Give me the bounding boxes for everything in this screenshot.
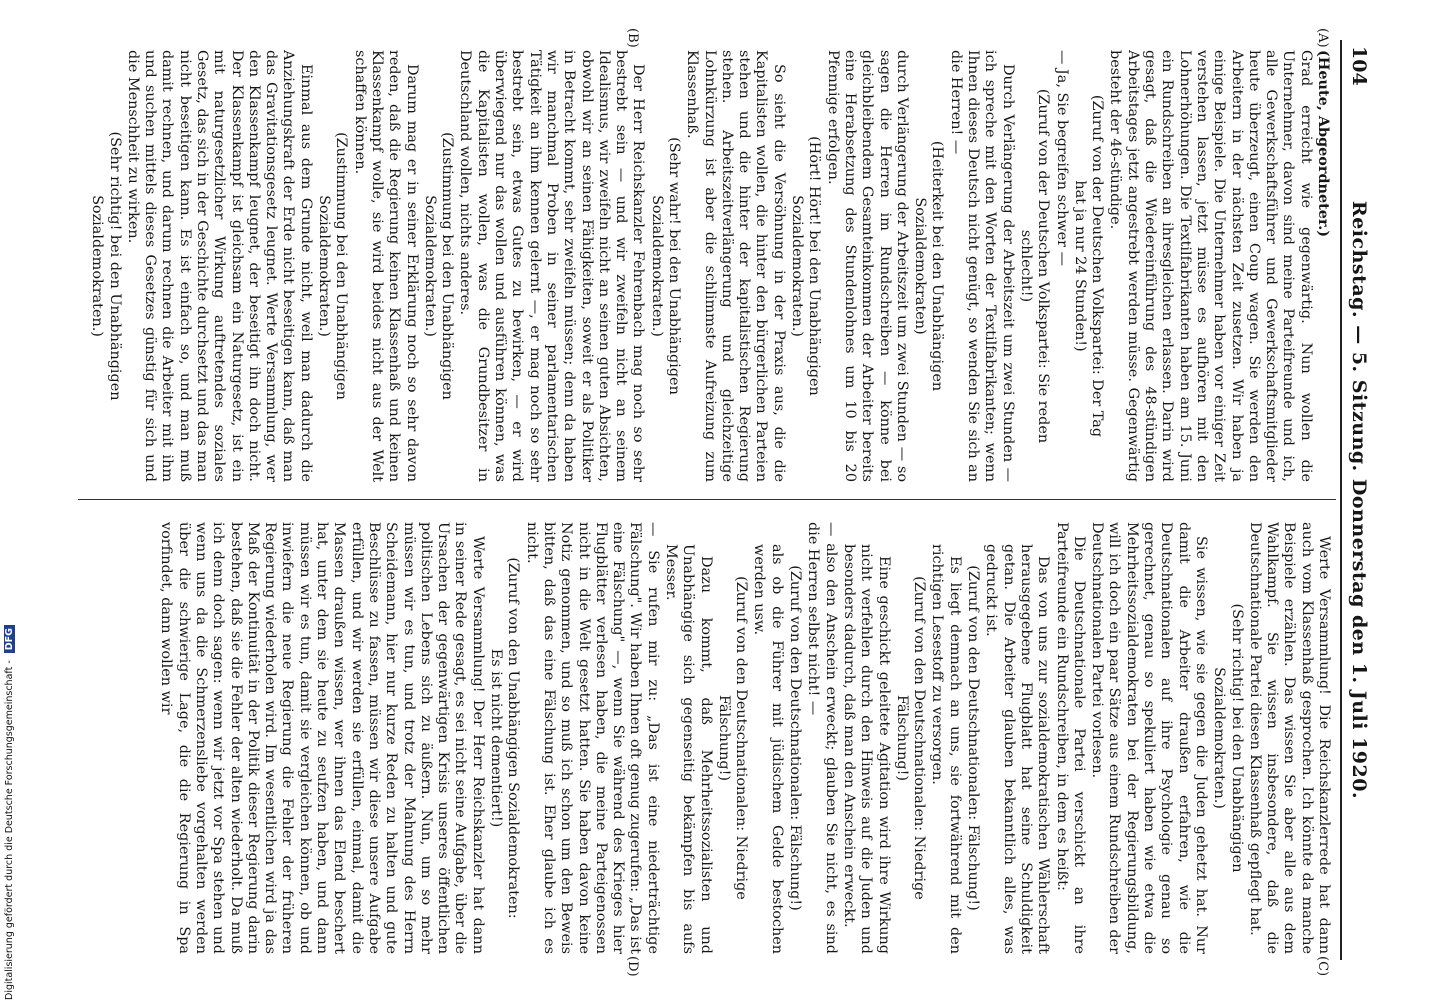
- interjection: (Zuruf von der Deutschen Volkspartei: Sie reden schlecht!): [1017, 88, 1052, 444]
- interjection: (Sehr richtig! bei den Unabhängigen Sozialdemokraten.): [1211, 603, 1245, 873]
- paragraph: Die Deutschnationale Partei verschickt an ihre Parteifreunde ein Rundschreiben, in dem es heißt:: [1053, 522, 1087, 954]
- paragraph: (Heute, Abgeordneter.): [1315, 50, 1332, 238]
- interjection: (Zuruf von den Deutschnationalen: Fälschung!): [965, 565, 982, 911]
- interjection: (Zustimmung bei den Unabhängigen Sozialdemokraten.): [421, 132, 456, 400]
- margin-mark-c: (C): [1315, 956, 1330, 977]
- interjection: (Sehr wahr! bei den Unabhängigen Sozialdemokraten.): [648, 137, 683, 395]
- paragraph: Darum mag er in seiner Erklärung noch so sehr davon reden, daß die Regierung keinen Klassenhaß und keinen Klassenkampf wolle, sie wird beides nicht aus der Welt schaffen können.: [351, 50, 420, 482]
- paragraph: Sie wissen, wie sie gegen die Juden gehetzt hat. Nur damit die Arbeiter draußen erfahren, wie die Deutschnationalen auf ihre Psychologie genau so gerechnet, genau so spekuliert haben wie etwa die Mehrheitssozialdemokraten bei der Regierungsbildung, will ich doch ein paar Sätze aus einem Rundschreiben der Deutschnationalen Partei vorlesen.: [1089, 522, 1209, 954]
- quoted-paragraph: als ob die Führer mit jüdischem Gelde bestochen werden usw.: [751, 544, 785, 954]
- quoted-paragraph: Das von uns zur sozialdemokratischen Wählerschaft herausgegebene Flugblatt hat seine Schuldigkeit getan. Die Arbeiter glauben bekanntlich alles, was gedruckt ist.: [983, 544, 1052, 954]
- paragraph: Werte Versammlung! Der Herr Reichskanzler hat dann in seiner Rede gesagt, es sei nicht seine Aufgabe, über die Ursachen der gegenwärtigen Krisis unseres öffentlichen politischen Lebens sich zu äußern. Nun, um so mehr müssen wir es tun, und trotz der Mahnung des Herrn Scheidemann, hier nur kurze Reden zu halten und gute Beschlüsse zu fassen, müssen wir diese unsere Aufgabe erfüllen, und wir werden sie erfüllen, einmal, damit die Massen draußen wissen, wer ihnen das Elend beschert hat, unter dem sie heute zu seufzen haben, und dann müssen wir es tun, damit sie vergleichen können, ob und inwiefern die neue Regierung die Fehler der früheren Regierung wiederholen wird. Im wesentlichen wird ja das Maß der Kontinuität in der Politik dieser Regierung darin bestehen, daß sie die Fehler der alten wiederholt. Da muß ich denn doch sagen: wenn wir jetzt vor Spa stehen und wenn uns da die Schmerzensliebe vorgehalten werden über die schwierige Lage, die die Regierung in Spa vorfindet, dann wollen wir: [158, 522, 486, 954]
- footer-text: Digitalisierung gefördert durch die Deutsche Forschungsgemeinschaft -: [4, 660, 15, 1000]
- rotated-page: [52, 20, 1382, 980]
- digitization-footer: [4, 480, 18, 1000]
- page-title: Reichstag. — 5. Sitzung. Donnerstag den 1. Juli 1920.: [1348, 200, 1370, 800]
- paragraph: Durch Verlängerung der Arbeitszeit um zwei Stunden — ich spreche mit den Worten der Textilfabrikanten; wenn Ihnen dieses Deutsch nicht genügt, so wenden Sie sich an die Herren! —: [947, 50, 1016, 482]
- paragraph: — Sie rufen mir zu: „Das ist eine niederträchtige Fälschung". Wir haben Ihnen oft genug zugerufen: „Das ist eine Fälschung" —, wenn Sie während des Krieges hier Flugblätter verlesen haben, die meine Parteigenossen nicht in die Welt gesetzt hatten. Sie haben davon keine Notiz genommen, und so muß ich schon um den Beweis bitten, daß das eine Fälschung ist. Eher glaube ich es nicht.: [523, 522, 661, 954]
- interjection: (Zustimmung bei den Unabhängigen Sozialdemokraten.): [316, 132, 350, 400]
- paragraph: Einmal aus dem Grunde nicht, weil man dadurch die Anziehungskraft der Erde nicht beseitigen kann, daß man das Gravitationsgesetz leugnet. Werte Versammlung, wer den Klassenkampf leugnet, der beseitigt ihn doch nicht. Der Klassenkampf ist gleichsam ein Naturgesetz, ist ein mit naturgesetzlicher Wirkung auftretendes soziales Gesetz, das sich in der Geschichte durchsetzt und das man nicht beseitigen kann. Es ist einfach so, und man muß damit rechnen, und darum rechnen die Arbeiter mit ihm und suchen mittels dieses Gesetzes günstig für sich und die Menschheit zu wirken.: [124, 50, 314, 482]
- left-column: [82, 50, 1332, 482]
- paragraph: Der Herr Reichskanzler Fehrenbach mag noch so sehr bestrebt sein — und wir zweifeln nicht an seinem Idealismus, wir zweifeln nicht an seinen guten Absichten, obwohl wir an seinen Fähigkeiten, soweit er als Politiker in Betracht kommt, sehr zweifeln müssen; denn da haben wir manchmal Proben in seiner parlamentarischen Tätigkeit an ihm kennen gelernt —, er mag noch so sehr bestrebt sein, etwas Gutes zu bewirken, — er wird überwiegend nur das wollen und ausführen können, was die Kapitalisten wollen, was die Grundbesitzer in Deutschland wollen, nichts anderes.: [457, 50, 647, 482]
- interjection: (Sehr richtig! bei den Unabhängigen Sozialdemokraten.): [89, 131, 123, 401]
- margin-mark-b: (B): [625, 28, 640, 48]
- paragraph: — also den Anschein erweckt; glauben Sie nicht, es sind die Herren selbst nicht! —: [805, 522, 839, 954]
- paragraph: — Ja, Sie begreifen schwer —: [1053, 50, 1070, 267]
- margin-mark-a: (A): [1315, 28, 1330, 48]
- paragraph: Grad erreicht wie gegenwärtig. Nun wollen die Unternehmer, davon sind meine Parteifreunde und ich, alle Gewerkschaftsführer und Gewerkschaftsmitglieder heute überzeugt, einen Coup wagen. Sie werden den Arbeitern in der nächsten Zeit zusetzen. Wir haben ja einige Beispiele. Die Unternehmer haben vor einiger Zeit verstehen lassen, jetzt müsse es aufhören mit den Lohnerhöhungen. Die Textilfabrikanten haben am 15. Juni ein Rundschreiben an ihresgleichen erlassen. Darin wird gesagt, daß die Wiedereinführung des 48-stündigen Arbeitstages jetzt angestrebt werden müsse. Gegenwärtig besteht der 46-stündige.: [1107, 50, 1314, 482]
- quoted-paragraph: Es liegt demnach an uns, sie fortwährend mit den richtigen Lesestoff zu versorgen.: [929, 544, 963, 954]
- page-header: [1340, 40, 1374, 960]
- paragraph: So sieht die Versöhnung in der Praxis aus, die die Kapitalisten wollen, die hinter den bürgerlichen Parteien stehen und die hinter der kapitalistischen Regierung stehen. Arbeitszeitverlängerung und gleichzeitige Lohnkürzung ist aber die schlimmste Aufreizung zum Klassenhaß.: [684, 50, 787, 482]
- interjection: (Zuruf von den Deutschnationalen: Fälschung!): [787, 565, 804, 911]
- interjection: (Hört! Hört! bei den Unabhängigen Sozialdemokraten.): [789, 136, 823, 396]
- column-divider: [78, 499, 1336, 500]
- margin-mark-d: (D): [625, 956, 640, 977]
- quoted-paragraph: Dazu kommt, daß Mehrheitssozialisten und Unabhängige sich gegenseitig bekämpfen bis aufs Messer.: [663, 544, 714, 954]
- interjection: (Zuruf von den Deutschnationalen: Niedrige Fälschung!): [715, 576, 750, 900]
- dfg-logo: DFG: [4, 625, 15, 653]
- right-column: [82, 522, 1332, 954]
- page-number: 104: [1348, 46, 1370, 86]
- interjection: (Heiterkeit bei den Unabhängigen Sozialdemokraten): [912, 140, 946, 392]
- interjection: (Zuruf von den Deutschnationalen: Niedrige Fälschung!): [893, 576, 928, 900]
- quoted-paragraph: Eine geschickt geleitete Agitation wird ihre Wirkung nicht verfehlen durch den Hinweis auf die Juden und besonders dadurch, daß man den Anschein erweckt.: [840, 544, 892, 954]
- paragraph: Werte Versammlung! Die Reichskanzlerrede hat dann auch vom Klassenhaß gesprochen. Ich könnte da manche Beispiele erzählen. Das wissen Sie aber alle aus dem Wahlkampf. Sie wissen insbesondere, daß die Deutschnationale Partei diesen Klassenhaß gepflegt hat.: [1246, 522, 1332, 954]
- interjection: (Zuruf von den Unabhängigen Sozialdemokraten: Es ist nicht dementiert!): [488, 557, 522, 919]
- paragraph: durch Verlängerung der Arbeitszeit um zwei Stunden — so sagen die Herren im Rundschreiben — könne bei gleichbleibendem Gesamteinkommen der Arbeiter bereits eine Herabsetzung des Stundenlohnes um 10 bis 20 Pfennige erfolgen.: [824, 50, 910, 482]
- interjection: (Zuruf von der Deutschen Volkspartei: Der Tag hat ja nur 24 Stunden!): [1071, 94, 1106, 438]
